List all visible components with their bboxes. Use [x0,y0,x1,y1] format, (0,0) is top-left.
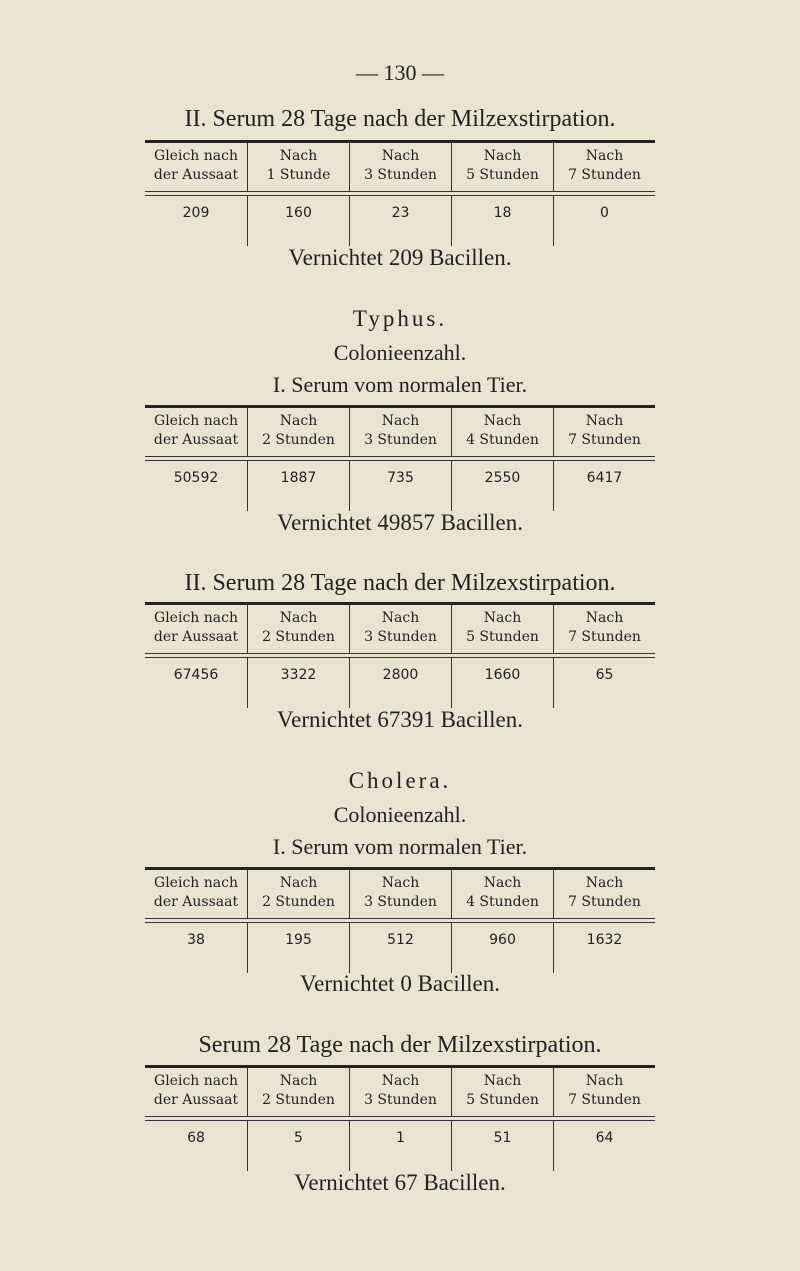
serum-heading-3: I. Serum vom normalen Tier. [272,834,528,859]
table-cell: 0 [553,196,655,246]
results-table-1 [145,405,655,511]
table-header-row [145,870,655,918]
serum-heading-0: II. Serum 28 Tage nach der Milzexstirpation. [184,106,616,132]
column-header: Nach 3 Stunden [349,605,451,653]
results-table-0 [145,140,655,246]
column-header: Gleich nach der Aussaat [153,1073,239,1108]
table-cell: 2550 [451,461,553,511]
table-header-row [145,605,655,653]
table-cell: 67456 [173,667,219,683]
table-cell: 209 [182,205,210,221]
table-cell: 195 [247,923,349,973]
table-cell: 38 [187,932,205,948]
column-header: Nach 7 Stunden [553,870,655,918]
table-cell: 6417 [553,461,655,511]
column-header: Nach 5 Stunden [451,605,553,653]
results-table-3 [145,867,655,973]
column-header: Nach 1 Stunde [247,143,349,191]
table-cell: 1660 [451,658,553,708]
result-line-4: Vernichtet 67 Bacillen. [294,1170,506,1195]
table-header-row [145,143,655,191]
column-header: Nach 7 Stunden [553,1068,655,1116]
serum-heading-2: II. Serum 28 Tage nach der Milzexstirpation. [184,570,616,596]
page-number: — 130 — [356,60,444,85]
table-header-row [145,408,655,456]
column-header: Gleich nach der Aussaat [153,610,239,645]
table-header-row [145,1068,655,1116]
column-header: Gleich nach der Aussaat [153,413,239,448]
table-cell: 1632 [553,923,655,973]
column-header: Nach 3 Stunden [349,408,451,456]
table-cell: 18 [451,196,553,246]
column-header: Nach 7 Stunden [553,408,655,456]
table-cell: 735 [349,461,451,511]
table-cell: 960 [451,923,553,973]
results-table-2 [145,602,655,708]
table-cell: 64 [553,1121,655,1171]
table-cell: 3322 [247,658,349,708]
column-header: Nach 4 Stunden [451,870,553,918]
table-value-row [145,461,655,511]
table-value-row [145,658,655,708]
column-header: Gleich nach der Aussaat [153,875,239,910]
table-cell: 1887 [247,461,349,511]
column-header: Nach 7 Stunden [553,605,655,653]
column-header: Nach 3 Stunden [349,870,451,918]
table-cell: 160 [247,196,349,246]
table-cell: 23 [349,196,451,246]
results-table-4 [145,1065,655,1171]
column-header: Nach 2 Stunden [247,605,349,653]
result-line-2: Vernichtet 67391 Bacillen. [277,707,523,732]
serum-heading-1: I. Serum vom normalen Tier. [272,372,528,397]
table-cell: 5 [247,1121,349,1171]
section-subtitle: Colonieenzahl. [333,802,467,827]
section-title-typhus: Typhus. [352,306,448,331]
section-title-cholera: Cholera. [348,768,452,793]
section-subtitle: Colonieenzahl. [333,340,467,365]
table-value-row [145,196,655,246]
table-cell: 65 [553,658,655,708]
result-line-0: Vernichtet 209 Bacillen. [288,245,512,270]
table-value-row [145,1121,655,1171]
table-value-row [145,923,655,973]
table-cell: 2800 [349,658,451,708]
column-header: Nach 3 Stunden [349,143,451,191]
column-header: Nach 4 Stunden [451,408,553,456]
result-line-3: Vernichtet 0 Bacillen. [300,971,500,996]
column-header: Gleich nach der Aussaat [153,148,239,183]
table-cell: 1 [349,1121,451,1171]
result-line-1: Vernichtet 49857 Bacillen. [277,510,523,535]
column-header: Nach 5 Stunden [451,143,553,191]
column-header: Nach 2 Stunden [247,408,349,456]
table-cell: 68 [187,1130,205,1146]
column-header: Nach 2 Stunden [247,1068,349,1116]
serum-heading-4: Serum 28 Tage nach der Milzexstirpation. [198,1032,602,1058]
column-header: Nach 5 Stunden [451,1068,553,1116]
table-cell: 50592 [173,470,219,486]
column-header: Nach 2 Stunden [247,870,349,918]
table-cell: 512 [349,923,451,973]
table-cell: 51 [451,1121,553,1171]
column-header: Nach 7 Stunden [553,143,655,191]
column-header: Nach 3 Stunden [349,1068,451,1116]
